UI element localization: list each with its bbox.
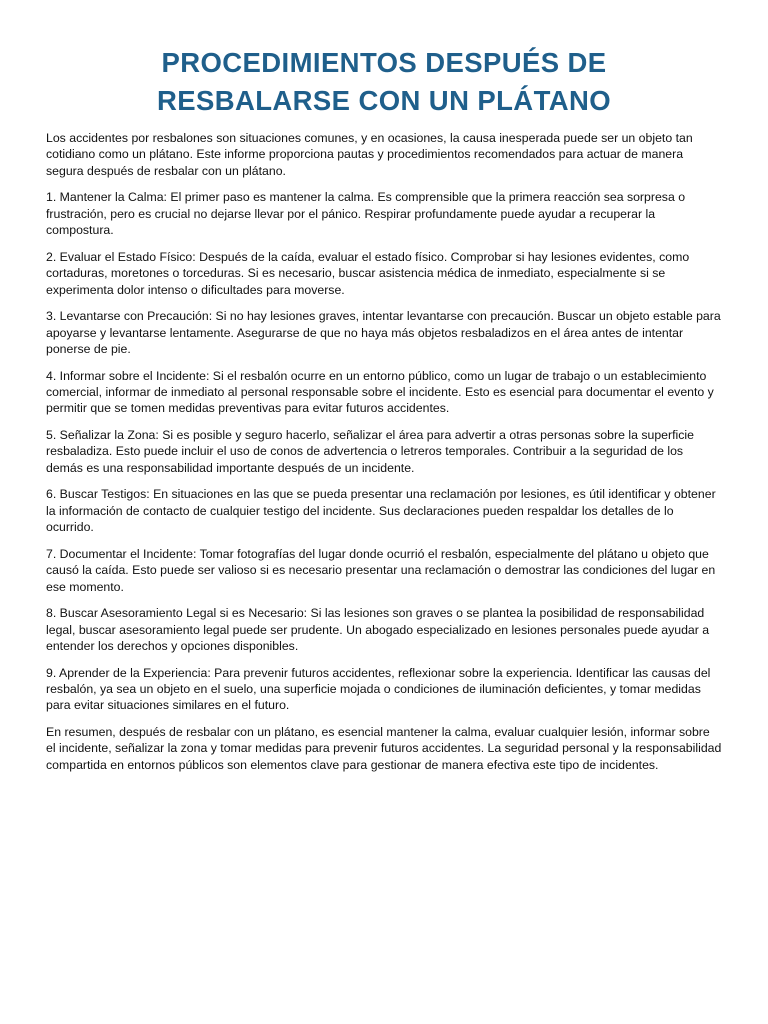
step-paragraph-4: 4. Informar sobre el Incidente: Si el resbalón ocurre en un entorno público, como un lugar de trabajo o un establecimiento comercial, informar de inmediato al personal responsable sobre el incidente. Esto es esencial para documentar el evento y permitir que se tomen medidas preventivas para evitar futuros accidentes. bbox=[46, 368, 714, 416]
step-paragraph-3: 3. Levantarse con Precaución: Si no hay lesiones graves, intentar levantarse con precaución. Buscar un objeto estable para apoyarse y levantarse lentamente. Asegurarse de que no haya más objetos resbaladizos en el área antes de intentar ponerse de pie. bbox=[46, 309, 721, 357]
title-line-2: RESBALARSE CON UN PLÁTANO bbox=[156, 85, 612, 116]
step-paragraph-9: 9. Aprender de la Experiencia: Para prevenir futuros accidentes, reflexionar sobre la experiencia. Identificar las causas del resbalón, ya sea un objeto en el suelo, una superficie mojada o condiciones de iluminación deficientes, y tomar medidas para evitar situaciones similares en el futuro. bbox=[46, 665, 711, 713]
title-line-1: PROCEDIMIENTOS DESPUÉS DE bbox=[161, 47, 607, 78]
step-paragraph-7: 7. Documentar el Incidente: Tomar fotografías del lugar donde ocurrió el resbalón, especialmente del plátano u objeto que causó la caída. Esto puede ser valioso si es necesario presentar una reclamación o demostrar las condiciones del lugar en ese momento. bbox=[46, 546, 716, 594]
intro-paragraph: Los accidentes por resbalones son situaciones comunes, y en ocasiones, la causa inesperada puede ser un objeto tan cotidiano como un plátano. Este informe proporciona pautas y procedimientos recomendados para actuar de manera segura después de resbalar con un plátano. bbox=[46, 131, 693, 178]
summary-paragraph: En resumen, después de resbalar con un plátano, es esencial mantener la calma, evaluar cualquier lesión, informar sobre el incidente, señalizar la zona y tomar medidas para prevenir futuros accidentes. La seguridad personal y la responsabilidad compartida en entornos públicos son elementos clave para gestionar de manera efectiva este tipo de incidentes. bbox=[46, 725, 722, 772]
document-title bbox=[40, 44, 728, 120]
step-paragraph-6: 6. Buscar Testigos: En situaciones en las que se pueda presentar una reclamación por lesiones, es útil identificar y obtener la información de contacto de cualquier testigo del incidente. Sus declaraciones pueden respaldar los detalles de lo ocurrido. bbox=[46, 487, 716, 535]
document-body bbox=[46, 130, 722, 783]
step-paragraph-2: 2. Evaluar el Estado Físico: Después de la caída, evaluar el estado físico. Comprobar si hay lesiones evidentes, como cortaduras, moretones o torceduras. Si es necesario, buscar asistencia médica de inmediato, especialmente si se experimenta dolor intenso o dificultades para moverse. bbox=[46, 249, 690, 297]
step-paragraph-1: 1. Mantener la Calma: El primer paso es mantener la calma. Es comprensible que la primera reacción sea sorpresa o frustración, pero es crucial no dejarse llevar por el pánico. Respirar profundamente puede ayudar a recuperar la compostura. bbox=[46, 190, 686, 238]
step-paragraph-8: 8. Buscar Asesoramiento Legal si es Necesario: Si las lesiones son graves o se plantea la posibilidad de responsabilidad legal, buscar asesoramiento legal puede ser prudente. Un abogado especializado en lesiones personales puede ayudar a entender los derechos y opciones disponibles. bbox=[46, 606, 710, 654]
step-paragraph-5: 5. Señalizar la Zona: Si es posible y seguro hacerlo, señalizar el área para advertir a otras personas sobre la superficie resbaladiza. Esto puede incluir el uso de conos de advertencia o letreros temporales. Contribuir a la seguridad de los demás es una responsabilidad importante después de un incidente. bbox=[46, 428, 694, 475]
